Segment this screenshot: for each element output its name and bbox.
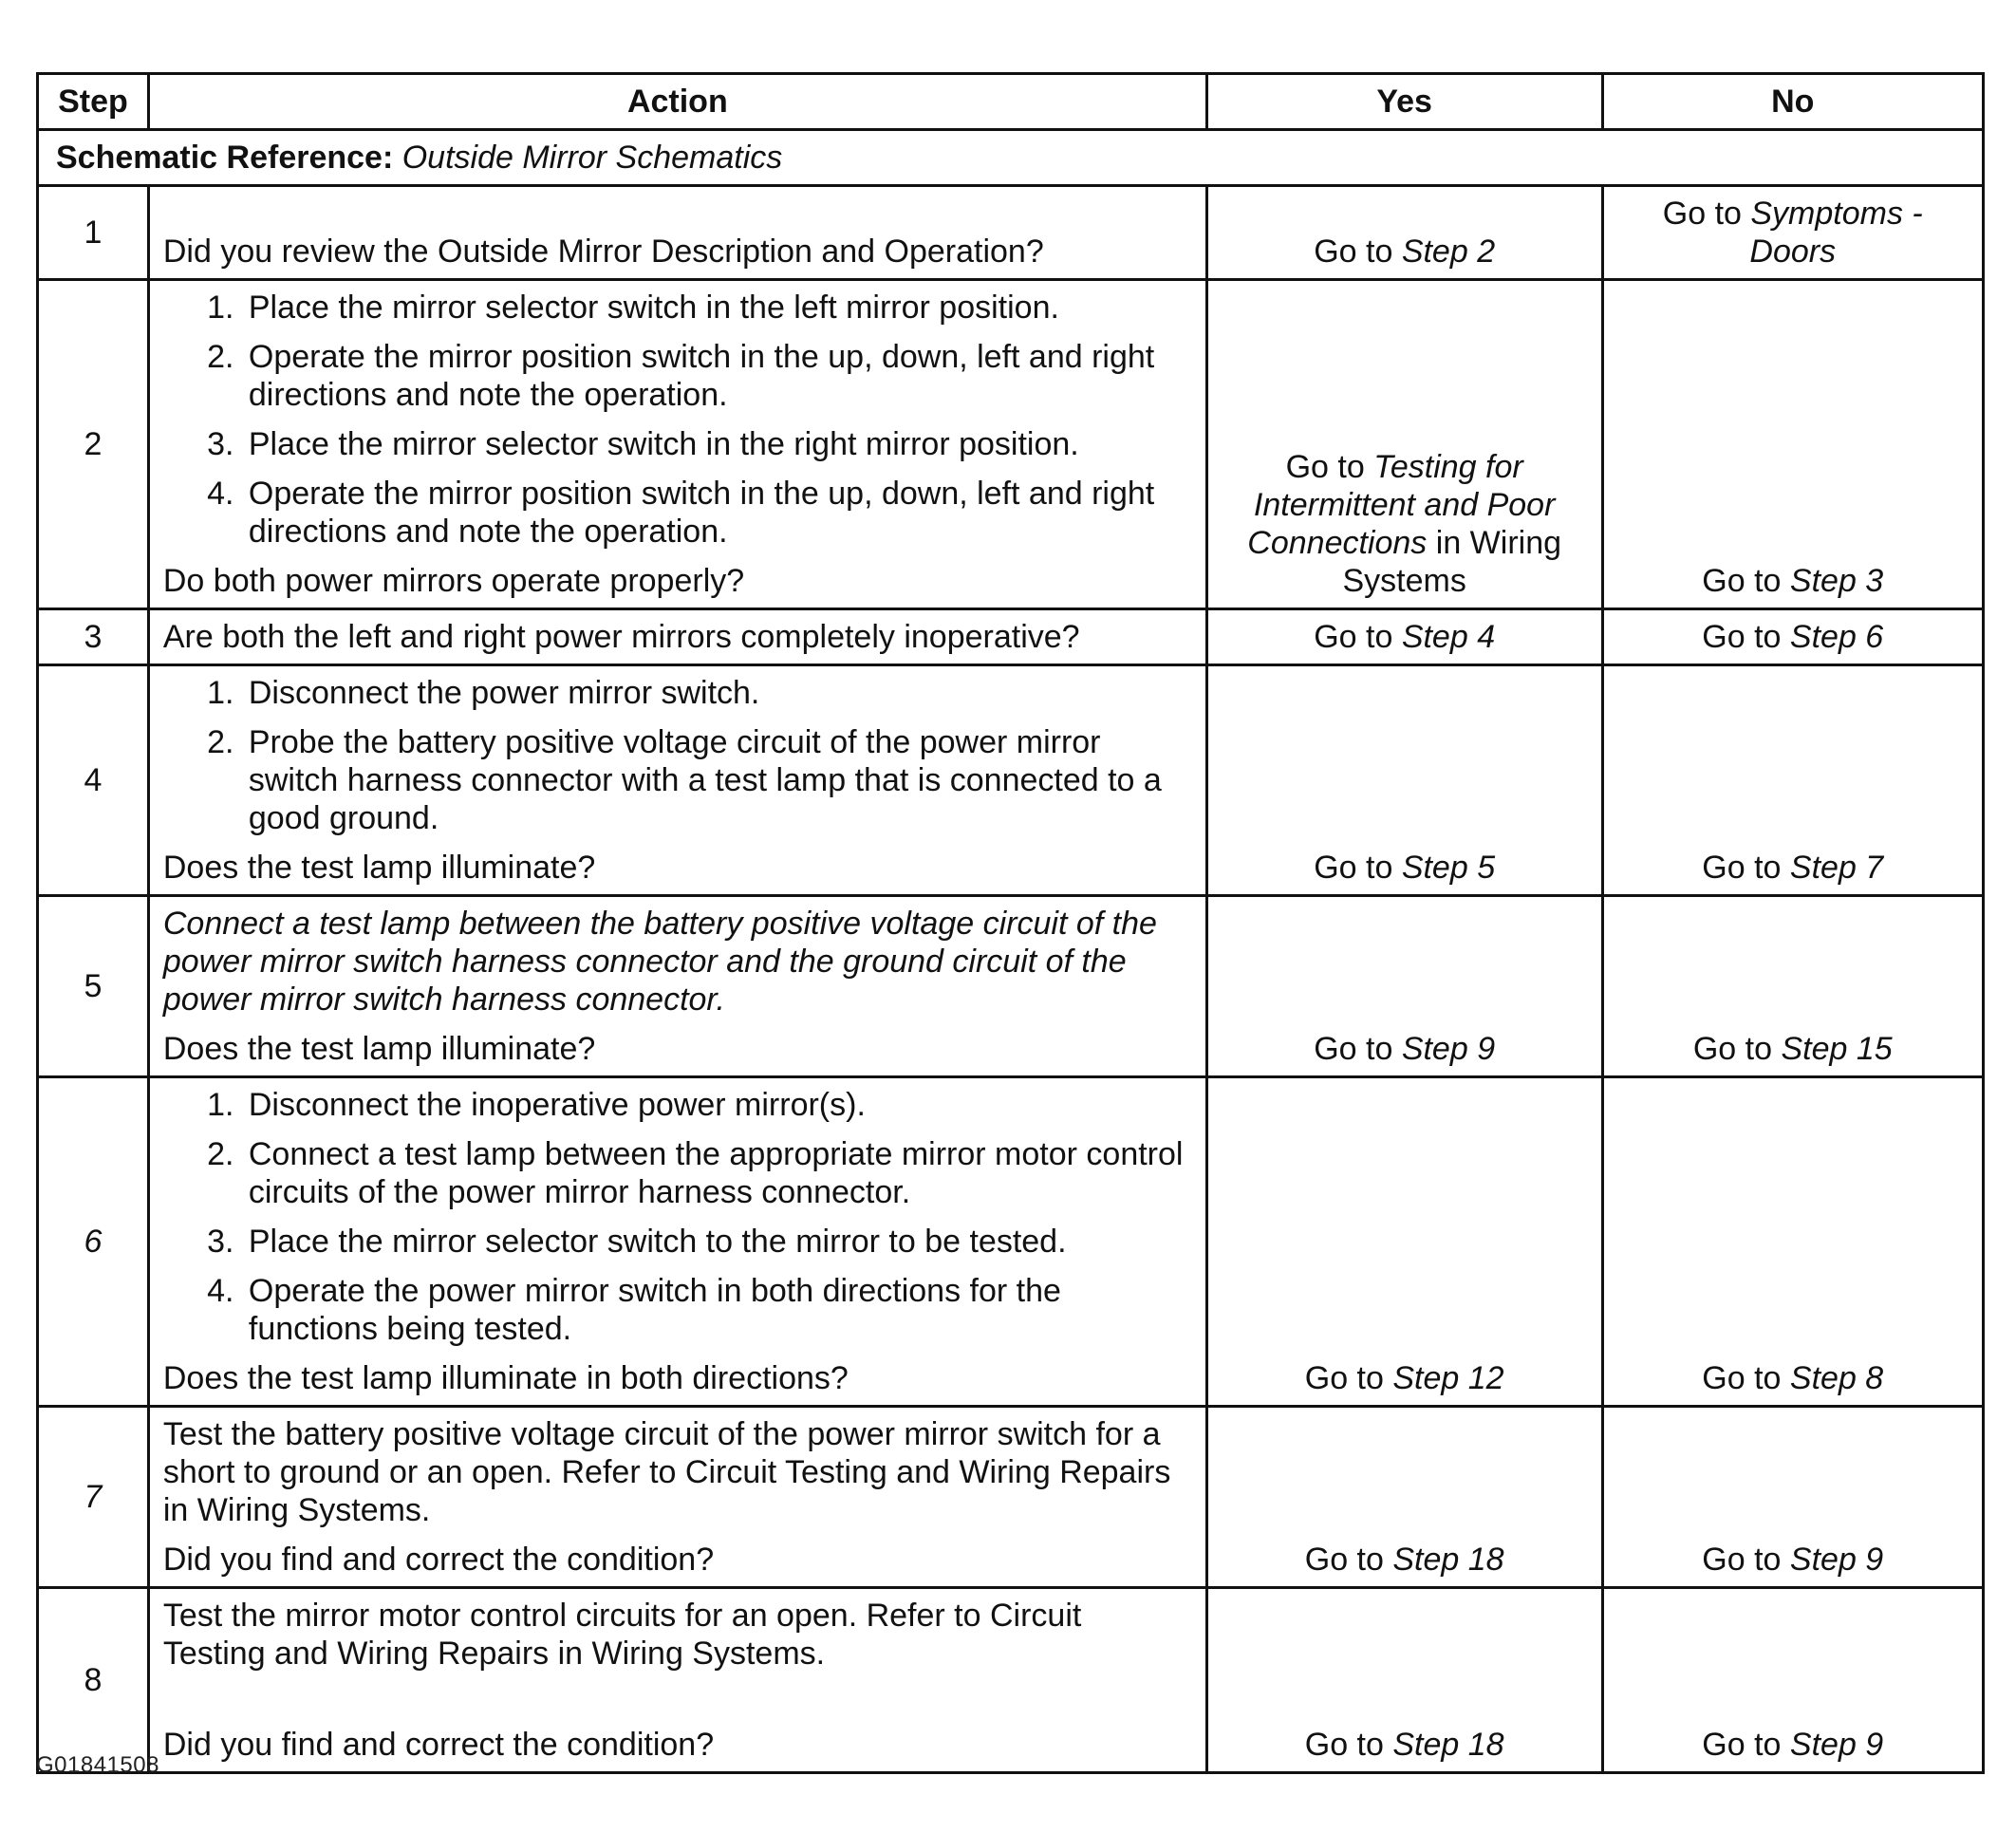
yes-target-link[interactable]: Step 4 bbox=[1401, 619, 1496, 655]
action-paragraph: Test the mirror motor control circuits for an open. Refer to Circuit Testing and Wiring Repairs in Wiring Systems. bbox=[162, 1598, 1082, 1672]
no-target-link[interactable]: Symptoms - Doors bbox=[1749, 196, 1923, 270]
yes-cell bbox=[1206, 280, 1602, 609]
schematic-reference-row bbox=[38, 130, 1984, 186]
substep-list bbox=[163, 289, 1192, 551]
no-cell bbox=[1602, 186, 1983, 280]
action-question: Are both the left and right power mirrors completely inoperative? bbox=[162, 619, 1080, 655]
yes-target-link[interactable]: Testing for Intermittent and Poor Connections bbox=[1247, 449, 1556, 561]
yes-target-link[interactable]: Step 5 bbox=[1401, 850, 1496, 886]
yes-cell bbox=[1206, 1077, 1602, 1407]
substep-item: 1. Place the mirror selector switch in the left mirror position. bbox=[243, 289, 1192, 327]
step-row bbox=[38, 1407, 1984, 1588]
no-prefix: Go to bbox=[1702, 619, 1790, 655]
step-number: 5 bbox=[38, 896, 149, 1077]
yes-cell bbox=[1206, 186, 1602, 280]
step-row bbox=[38, 1077, 1984, 1407]
action-cell bbox=[148, 186, 1206, 280]
action-question: Does the test lamp illuminate in both directions? bbox=[162, 1360, 849, 1396]
step-number: 2 bbox=[38, 280, 149, 609]
no-prefix: Go to bbox=[1702, 1542, 1790, 1578]
action-question: Did you find and correct the condition? bbox=[162, 1727, 715, 1763]
action-question: Do both power mirrors operate properly? bbox=[162, 563, 745, 599]
yes-prefix: Go to bbox=[1304, 1542, 1393, 1578]
step-row bbox=[38, 609, 1984, 665]
no-cell bbox=[1602, 1588, 1983, 1773]
header-no: No bbox=[1602, 74, 1983, 130]
substep-item: 4. Operate the mirror position switch in the up, down, left and right directions and note the operation. bbox=[243, 475, 1192, 551]
schematic-reference-label: Schematic Reference: bbox=[56, 140, 394, 176]
no-target-link[interactable]: Step 8 bbox=[1789, 1360, 1884, 1396]
step-number: 6 bbox=[38, 1077, 149, 1407]
schematic-reference-cell bbox=[38, 130, 1984, 186]
header-row bbox=[38, 74, 1984, 130]
no-target-link[interactable]: Step 7 bbox=[1789, 850, 1884, 886]
yes-target-link[interactable]: Step 18 bbox=[1392, 1727, 1504, 1763]
header-yes: Yes bbox=[1206, 74, 1602, 130]
substep-item: 1. Disconnect the power mirror switch. bbox=[243, 674, 1192, 712]
yes-prefix: Go to bbox=[1314, 1031, 1402, 1067]
no-cell bbox=[1602, 280, 1983, 609]
no-cell bbox=[1602, 1077, 1983, 1407]
no-prefix: Go to bbox=[1702, 1727, 1790, 1763]
yes-prefix: Go to bbox=[1314, 234, 1402, 270]
no-target-link[interactable]: Step 9 bbox=[1789, 1727, 1884, 1763]
action-cell bbox=[148, 1588, 1206, 1773]
no-target-link[interactable]: Step 6 bbox=[1789, 619, 1884, 655]
figure-id: G01841508 bbox=[36, 1752, 159, 1778]
no-cell bbox=[1602, 1407, 1983, 1588]
yes-prefix: Go to bbox=[1314, 850, 1402, 886]
no-cell bbox=[1602, 896, 1983, 1077]
substep-list bbox=[163, 674, 1192, 837]
yes-target-link[interactable]: Step 12 bbox=[1392, 1360, 1504, 1396]
header-step: Step bbox=[38, 74, 149, 130]
yes-cell bbox=[1206, 896, 1602, 1077]
yes-prefix: Go to bbox=[1314, 619, 1402, 655]
yes-prefix: Go to bbox=[1285, 449, 1374, 485]
no-prefix: Go to bbox=[1662, 196, 1751, 232]
step-number: 1 bbox=[38, 186, 149, 280]
action-cell bbox=[148, 280, 1206, 609]
substep-item: 2. Probe the battery positive voltage circuit of the power mirror switch harness connector with a test lamp that is connected to a good ground. bbox=[243, 723, 1192, 837]
substep-list bbox=[163, 1086, 1192, 1348]
no-prefix: Go to bbox=[1692, 1031, 1782, 1067]
no-prefix: Go to bbox=[1702, 563, 1790, 599]
substep-item: 2. Connect a test lamp between the appropriate mirror motor control circuits of the power mirror harness connector. bbox=[243, 1135, 1192, 1211]
step-row bbox=[38, 896, 1984, 1077]
no-cell bbox=[1602, 665, 1983, 896]
substep-item: 3. Place the mirror selector switch in the right mirror position. bbox=[243, 425, 1192, 463]
yes-prefix: Go to bbox=[1304, 1360, 1393, 1396]
yes-cell bbox=[1206, 665, 1602, 896]
no-target-link[interactable]: Step 15 bbox=[1781, 1031, 1893, 1067]
diagnostic-table bbox=[36, 72, 1985, 1774]
substep-item: 1. Disconnect the inoperative power mirror(s). bbox=[243, 1086, 1192, 1124]
yes-cell bbox=[1206, 609, 1602, 665]
step-number: 8 bbox=[38, 1588, 149, 1773]
step-row bbox=[38, 280, 1984, 609]
action-cell bbox=[148, 665, 1206, 896]
no-target-link[interactable]: Step 3 bbox=[1789, 563, 1884, 599]
yes-target-link[interactable]: Step 2 bbox=[1401, 234, 1496, 270]
schematic-reference-link[interactable]: Outside Mirror Schematics bbox=[401, 140, 783, 176]
step-row bbox=[38, 186, 1984, 280]
no-prefix: Go to bbox=[1702, 850, 1790, 886]
substep-item: 4. Operate the power mirror switch in both directions for the functions being tested. bbox=[243, 1272, 1192, 1348]
action-paragraph: Connect a test lamp between the battery positive voltage circuit of the power mirror switch harness connector and the ground circuit of the power mirror switch harness connector. bbox=[162, 906, 1157, 1018]
yes-cell bbox=[1206, 1407, 1602, 1588]
step-number: 3 bbox=[38, 609, 149, 665]
yes-target-link[interactable]: Step 9 bbox=[1401, 1031, 1496, 1067]
action-paragraph: Test the battery positive voltage circuit of the power mirror switch for a short to ground or an open. Refer to Circuit Testing and Wiring Repairs in Wiring Systems. bbox=[162, 1416, 1171, 1528]
no-target-link[interactable]: Step 9 bbox=[1789, 1542, 1884, 1578]
action-question: Did you find and correct the condition? bbox=[162, 1542, 715, 1578]
step-row bbox=[38, 665, 1984, 896]
yes-prefix: Go to bbox=[1304, 1727, 1393, 1763]
step-number: 7 bbox=[38, 1407, 149, 1588]
step-row bbox=[38, 1588, 1984, 1773]
action-question: Does the test lamp illuminate? bbox=[162, 1031, 596, 1067]
step-number: 4 bbox=[38, 665, 149, 896]
action-question: Does the test lamp illuminate? bbox=[162, 850, 596, 886]
action-cell bbox=[148, 1407, 1206, 1588]
action-question: Did you review the Outside Mirror Description and Operation? bbox=[162, 234, 1044, 270]
substep-item: 3. Place the mirror selector switch to the mirror to be tested. bbox=[243, 1223, 1192, 1261]
yes-target-link[interactable]: Step 18 bbox=[1392, 1542, 1504, 1578]
action-cell bbox=[148, 896, 1206, 1077]
substep-item: 2. Operate the mirror position switch in the up, down, left and right directions and note the operation. bbox=[243, 338, 1192, 414]
action-cell bbox=[148, 609, 1206, 665]
table-body bbox=[38, 130, 1984, 1773]
no-cell bbox=[1602, 609, 1983, 665]
header-action: Action bbox=[148, 74, 1206, 130]
no-prefix: Go to bbox=[1702, 1360, 1790, 1396]
action-cell bbox=[148, 1077, 1206, 1407]
yes-suffix: in Wiring Systems bbox=[1342, 525, 1562, 599]
yes-cell bbox=[1206, 1588, 1602, 1773]
